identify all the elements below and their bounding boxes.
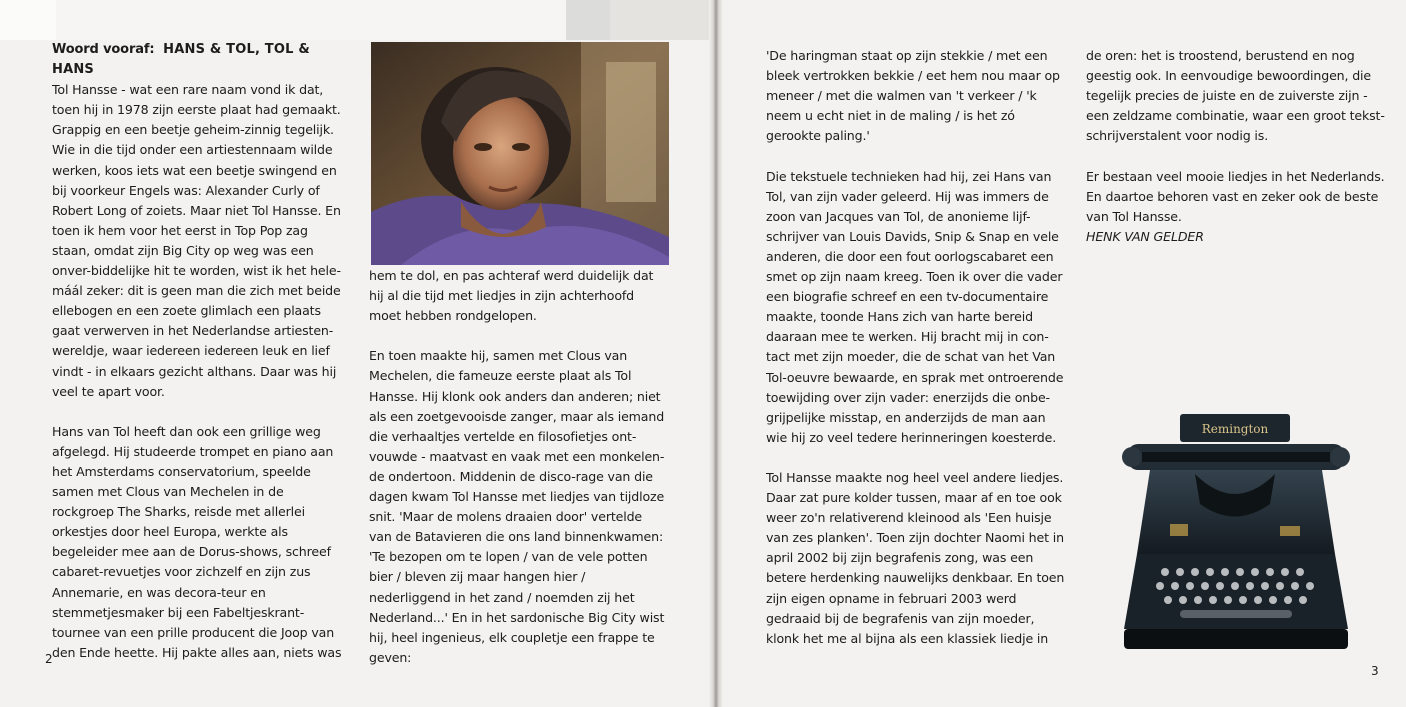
book-gutter	[709, 0, 723, 707]
page-number-left: 2	[45, 652, 53, 666]
left-column-2	[369, 266, 665, 668]
heading-prefix: Woord vooraf:	[52, 42, 155, 57]
heading-title: HANS & TOL, TOL & HANS	[52, 42, 310, 78]
scan-edge	[0, 0, 713, 40]
left-column-1	[52, 40, 348, 663]
paragraph: hem te dol, en pas achteraf werd duidelijk dat hij al die tijd met liedjes in zijn achterhoofd moet hebben rondgelopen.	[369, 268, 654, 324]
paragraph: Die tekstuele technieken had hij, zei Hans van Tol, van zijn vader geleerd. Hij was immers de zoon van Jacques van Tol, de anonieme lijf-schrijver van Louis Davids, Snip & Snap en vele anderen, die door een fout oorlogscabaret een smet op zijn naam kreeg. Toen ik over die vader een biografie schreef en een tv-documentaire maakte, toonde Hans zich van harte bereid daaraan mee te werken. Hij bracht mij in con-tact met zijn moeder, die de schat van het Van Tol-oeuvre bewaarde, en sprak met ontroerende toewijding over zijn vader: enerzijds die onbe-grijpelijke misstap, en anderzijds de man aan wie hij zo veel tedere herinneringen koesterde.	[766, 168, 1064, 445]
author-signature: HENK VAN GELDER	[1086, 228, 1204, 244]
paragraph: Tol Hansse - wat een rare naam vond ik dat, toen hij in 1978 zijn eerste plaat had gemaakt. Grappig en een beetje geheim-zinnig tegelijk. Wie in die tijd onder een artiestennaam wilde werken, koos iets wat een beetje swingend en bij voorkeur Engels was: Alexander Curly of Robert Long of zoiets. Maar niet Tol Hansse. En toen ik hem voor het eerst in Top Pop zag staan, omdat zijn Big City op weg was een onver-biddelijke hit te worden, wist ik het hele-máál zeker: dit is geen man die zich met beide ellebogen en een zoete glimlach een plaats gaat verwerven in het Nederlandse artiesten-wereldje, waar iedereen iedereen leuk en lief vindt - in elkaars gezicht althans. Daar was hij veel te apart voor.	[52, 82, 341, 399]
right-column-1	[766, 46, 1066, 649]
paragraph: 'De haringman staat op zijn stekkie / met een bleek vertrokken bekkie / eet hem nou maar op meneer / met die walmen van 't verkeer / 'k neem u echt niet in de maling / is het zó gerookte paling.'	[766, 48, 1060, 144]
right-column-2	[1086, 46, 1386, 247]
paragraph	[1086, 167, 1386, 247]
foreword-heading	[52, 40, 348, 80]
paragraph: En toen maakte hij, samen met Clous van Mechelen, die fameuze eerste plaat als Tol Hansse. Hij klonk ook anders dan anderen; niet als een zoetgevooisde zanger, maar als iemand die verhaaltjes vertelde en filosofietjes ont-vouwde - maatvast en vaak met een monkelen-de ondertoon. Middenin de disco-rage van die dagen kwam Tol Hansse met liedjes van tijdloze snit. 'Maar de molens draaien door' vertelde van de Batavieren die ons land binnenkwamen: 'Te bezopen om te lopen / van de vele potten bier / bleven zij maar hangen hier / nederliggend in het zand / noemden zij het Nederland...' En in het sardonische Big City wist hij, heel ingenieus, elk coupletje een frappe te geven:	[369, 348, 665, 665]
paragraph: Tol Hansse maakte nog heel veel andere liedjes. Daar zat pure kolder tussen, maar af en toe ook weer zo'n relativerend kleinood als 'Een huisje van zes planken'. Toen zijn dochter Naomi het in april 2002 bij zijn begrafenis zong, was een betere herdenking nauwelijks denkbaar. En toen zijn eigen opname in februari 2003 werd gedraaid bij de begrafenis van zijn moeder, klonk het me al bijna als een klassiek liedje in	[766, 469, 1065, 646]
closing-text: Er bestaan veel mooie liedjes in het Nederlands. En daartoe behoren vast en zeker ook de beste van Tol Hansse.	[1086, 168, 1385, 224]
typewriter-brand: Remington	[1201, 422, 1269, 436]
portrait-photo	[371, 42, 669, 265]
paragraph: Hans van Tol heeft dan ook een grillige weg afgelegd. Hij studeerde trompet en piano aan het Amsterdams conservatorium, speelde samen met Clous van Mechelen in de rockgroep The Sharks, reisde met allerlei orkestjes door heel Europa, werkte als begeleider mee aan de Dorus-shows, schreef cabaret-revuetjes voor zichzelf en zijn zus Annemarie, en was decora-teur en stemmetjesmaker bij een Fabeltjeskrant-tournee van een prille producent die Joop van den Ende heette. Hij pakte alles aan, niets was	[52, 423, 342, 660]
page-number-right: 3	[1371, 664, 1379, 678]
typewriter-photo	[1120, 404, 1352, 654]
paragraph: de oren: het is troostend, berustend en nog geestig ook. In eenvoudige bewoordingen, die tegelijk precies de juiste en de zuiverste zijn - een zeldzame combinatie, waar een groot tekst-schrijverstalent voor nodig is.	[1086, 48, 1385, 144]
